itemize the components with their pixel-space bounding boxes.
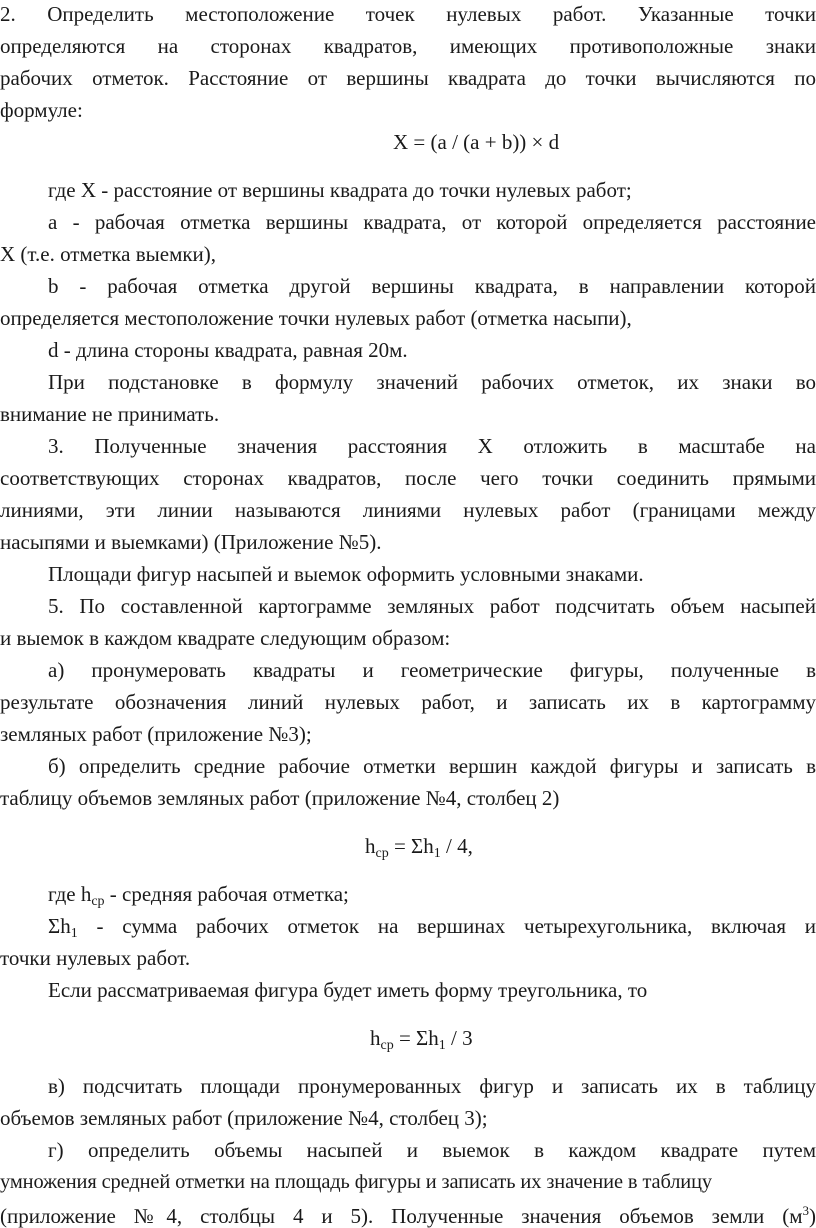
- paragraph-line: умножения средней отметки на площадь фигуры и записать их значение в таблицу: [0, 1171, 713, 1193]
- paragraph-line: 2. Определить местоположение точек нулевых работ. Указанные точки: [0, 2, 816, 26]
- formula-hcp-3: $h_{ср} = \Sigma h_1 / 3$: [370, 1026, 473, 1053]
- paragraph-line: внимание не принимать.: [0, 402, 220, 426]
- paragraph-line: определяются на сторонах квадратов, имеющих противоположные знаки: [0, 34, 816, 58]
- sigma-line: $\Sigma h_1$ - сумма рабочих отметок на вершинах четырехугольника, включая и: [48, 914, 816, 941]
- paragraph-line: 3. Полученные значения расстояния X отложить в масштабе на: [48, 434, 816, 458]
- paragraph-line: b - рабочая отметка другой вершины квадрата, в направлении которой: [48, 274, 816, 298]
- paragraph-line: насыпями и выемками) (Приложение №5).: [0, 530, 382, 554]
- paragraph-line: и выемок в каждом квадрате следующим образом:: [0, 626, 451, 650]
- formula-x: X = (a / (a + b)) × d: [393, 130, 560, 154]
- paragraph-line: определяется местоположение точки нулевых работ (отметка насыпи),: [0, 306, 632, 330]
- paragraph-line: Если рассматриваемая фигура будет иметь форму треугольника, то: [48, 978, 648, 1002]
- paragraph-line: б) определить средние рабочие отметки вершин каждой фигуры и записать в: [48, 754, 816, 778]
- paragraph-line: в) подсчитать площади пронумерованных фигур и записать их в таблицу: [48, 1074, 816, 1098]
- paragraph-line: При подстановке в формулу значений рабочих отметок, их знаки во: [48, 370, 816, 394]
- paragraph-line: Площади фигур насыпей и выемок оформить условными знаками.: [48, 562, 644, 586]
- paragraph-line: соответствующих сторонах квадратов, после чего точки соединить прямыми: [0, 466, 816, 490]
- paragraph-line: линиями, эти линии называются линиями нулевых работ (границами между: [0, 498, 816, 522]
- paragraph-line-volume: (приложение №4, столбцы 4 и 5). Полученные значения объемов земли $(м^3)$: [0, 1203, 816, 1228]
- paragraph-line: где X - расстояние от вершины квадрата до точки нулевых работ;: [48, 178, 632, 202]
- paragraph-line: объемов земляных работ (приложение №4, столбец 3);: [0, 1106, 488, 1130]
- where-hcp-line: где $h_{ср}$ - средняя рабочая отметка;: [48, 882, 349, 909]
- paragraph-line: г) определить объемы насыпей и выемок в каждом квадрате путем: [48, 1138, 816, 1162]
- paragraph-line: таблицу объемов земляных работ (приложение №4, столбец 2): [0, 786, 560, 810]
- formula-hcp-4: $h_{ср} = \Sigma h_1 / 4$,: [365, 834, 473, 861]
- paragraph-line: результате обозначения линий нулевых работ, и записать их в картограмму: [0, 690, 816, 714]
- paragraph-line: X (т.е. отметка выемки),: [0, 242, 217, 266]
- paragraph-line: точки нулевых работ.: [0, 946, 191, 970]
- paragraph-line: a - рабочая отметка вершины квадрата, от которой определяется расстояние: [48, 210, 816, 234]
- paragraph-line: а) пронумеровать квадраты и геометрические фигуры, полученные в: [48, 658, 816, 682]
- paragraph-line: рабочих отметок. Расстояние от вершины квадрата до точки вычисляются по: [0, 66, 816, 90]
- paragraph-line: земляных работ (приложение №3);: [0, 722, 312, 746]
- paragraph-line: 5. По составленной картограмме земляных работ подсчитать объем насыпей: [48, 594, 816, 618]
- paragraph-line: d - длина стороны квадрата, равная 20м.: [48, 338, 408, 362]
- paragraph-line: формуле:: [0, 98, 83, 122]
